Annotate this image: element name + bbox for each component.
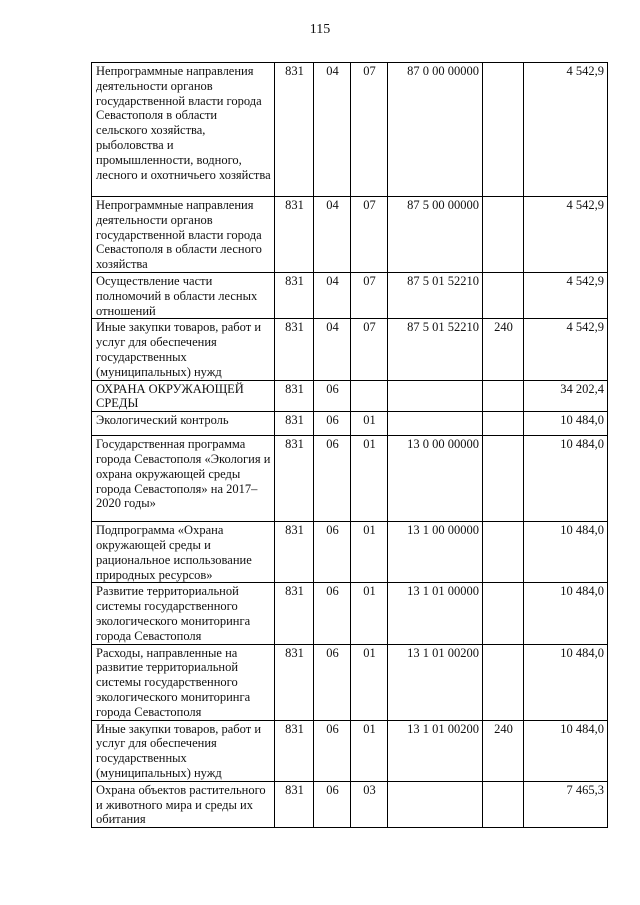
amount-cell: 10 484,0 — [524, 412, 608, 436]
expense-type-cell — [483, 781, 524, 827]
expense-type-cell — [483, 436, 524, 522]
subsection-code-cell: 01 — [351, 522, 388, 583]
expense-type-cell — [483, 583, 524, 644]
section-code-cell: 04 — [314, 272, 351, 318]
row-name-cell: Осуществление части полномочий в области лесных отношений — [92, 272, 275, 318]
subsection-code-cell: 01 — [351, 412, 388, 436]
subsection-code-cell: 01 — [351, 644, 388, 720]
target-article-cell: 87 5 01 52210 — [388, 272, 483, 318]
ministry-code-cell: 831 — [275, 319, 314, 380]
subsection-code-cell: 01 — [351, 583, 388, 644]
table-row — [92, 720, 608, 781]
expense-type-cell — [483, 197, 524, 273]
ministry-code-cell: 831 — [275, 583, 314, 644]
ministry-code-cell: 831 — [275, 63, 314, 197]
expense-type-cell — [483, 380, 524, 412]
target-article-cell: 13 1 01 00200 — [388, 720, 483, 781]
amount-cell: 10 484,0 — [524, 720, 608, 781]
section-code-cell: 04 — [314, 197, 351, 273]
amount-cell: 4 542,9 — [524, 272, 608, 318]
table-row — [92, 522, 608, 583]
section-code-cell: 06 — [314, 644, 351, 720]
row-name-cell: Охрана объектов растительного и животного мира и среды их обитания — [92, 781, 275, 827]
target-article-cell: 87 5 01 52210 — [388, 319, 483, 380]
section-code-cell: 04 — [314, 63, 351, 197]
target-article-cell: 13 1 01 00000 — [388, 583, 483, 644]
amount-cell: 4 542,9 — [524, 319, 608, 380]
subsection-code-cell: 07 — [351, 197, 388, 273]
table-row — [92, 319, 608, 380]
ministry-code-cell: 831 — [275, 412, 314, 436]
subsection-code-cell: 07 — [351, 63, 388, 197]
amount-cell: 10 484,0 — [524, 583, 608, 644]
subsection-code-cell: 01 — [351, 436, 388, 522]
subsection-code-cell: 07 — [351, 272, 388, 318]
row-name-cell: Иные закупки товаров, работ и услуг для обеспечения государственных (муниципальных) нужд — [92, 319, 275, 380]
section-code-cell: 06 — [314, 436, 351, 522]
table-row — [92, 583, 608, 644]
table-row — [92, 380, 608, 412]
table-body — [92, 63, 608, 828]
table-row — [92, 644, 608, 720]
expense-type-cell — [483, 412, 524, 436]
amount-cell: 34 202,4 — [524, 380, 608, 412]
subsection-code-cell: 07 — [351, 319, 388, 380]
ministry-code-cell: 831 — [275, 380, 314, 412]
subsection-code-cell — [351, 380, 388, 412]
subsection-code-cell: 03 — [351, 781, 388, 827]
section-code-cell: 06 — [314, 412, 351, 436]
ministry-code-cell: 831 — [275, 197, 314, 273]
table-row — [92, 412, 608, 436]
row-name-cell: Иные закупки товаров, работ и услуг для обеспечения государственных (муниципальных) нужд — [92, 720, 275, 781]
row-name-cell: Экологический контроль — [92, 412, 275, 436]
ministry-code-cell: 831 — [275, 781, 314, 827]
row-name-cell: Непрограммные направления деятельности органов государственной власти города Севастополя в области сельского хозяйства, рыболовства и промышленности, водного, лесного и охотничьего хозяйства — [92, 63, 275, 197]
amount-cell: 7 465,3 — [524, 781, 608, 827]
ministry-code-cell: 831 — [275, 644, 314, 720]
row-name-cell: ОХРАНА ОКРУЖАЮЩЕЙ СРЕДЫ — [92, 380, 275, 412]
target-article-cell — [388, 412, 483, 436]
target-article-cell: 13 1 00 00000 — [388, 522, 483, 583]
expense-type-cell — [483, 272, 524, 318]
ministry-code-cell: 831 — [275, 436, 314, 522]
table-row — [92, 272, 608, 318]
row-name-cell: Расходы, направленные на развитие территориальной системы государственного экологического мониторинга города Севастополя — [92, 644, 275, 720]
ministry-code-cell: 831 — [275, 272, 314, 318]
row-name-cell: Государственная программа города Севастополя «Экология и охрана окружающей среды города Севастополя» на 2017–2020 годы» — [92, 436, 275, 522]
section-code-cell: 06 — [314, 720, 351, 781]
section-code-cell: 06 — [314, 583, 351, 644]
row-name-cell: Подпрограмма «Охрана окружающей среды и рациональное использование природных ресурсов» — [92, 522, 275, 583]
section-code-cell: 04 — [314, 319, 351, 380]
expense-type-cell: 240 — [483, 319, 524, 380]
target-article-cell — [388, 781, 483, 827]
target-article-cell: 13 1 01 00200 — [388, 644, 483, 720]
target-article-cell: 13 0 00 00000 — [388, 436, 483, 522]
section-code-cell: 06 — [314, 380, 351, 412]
amount-cell: 10 484,0 — [524, 522, 608, 583]
row-name-cell: Развитие территориальной системы государственного экологического мониторинга города Севастополя — [92, 583, 275, 644]
row-name-cell: Непрограммные направления деятельности органов государственной власти города Севастополя в области лесного хозяйства — [92, 197, 275, 273]
budget-table — [91, 62, 608, 828]
ministry-code-cell: 831 — [275, 522, 314, 583]
table-row — [92, 63, 608, 197]
expense-type-cell — [483, 644, 524, 720]
amount-cell: 4 542,9 — [524, 197, 608, 273]
target-article-cell — [388, 380, 483, 412]
ministry-code-cell: 831 — [275, 720, 314, 781]
expense-type-cell: 240 — [483, 720, 524, 781]
table-row — [92, 781, 608, 827]
amount-cell: 10 484,0 — [524, 644, 608, 720]
table-row — [92, 436, 608, 522]
page-number: 115 — [309, 22, 331, 37]
subsection-code-cell: 01 — [351, 720, 388, 781]
amount-cell: 4 542,9 — [524, 63, 608, 197]
section-code-cell: 06 — [314, 522, 351, 583]
section-code-cell: 06 — [314, 781, 351, 827]
amount-cell: 10 484,0 — [524, 436, 608, 522]
table-row — [92, 197, 608, 273]
expense-type-cell — [483, 63, 524, 197]
target-article-cell: 87 0 00 00000 — [388, 63, 483, 197]
expense-type-cell — [483, 522, 524, 583]
target-article-cell: 87 5 00 00000 — [388, 197, 483, 273]
